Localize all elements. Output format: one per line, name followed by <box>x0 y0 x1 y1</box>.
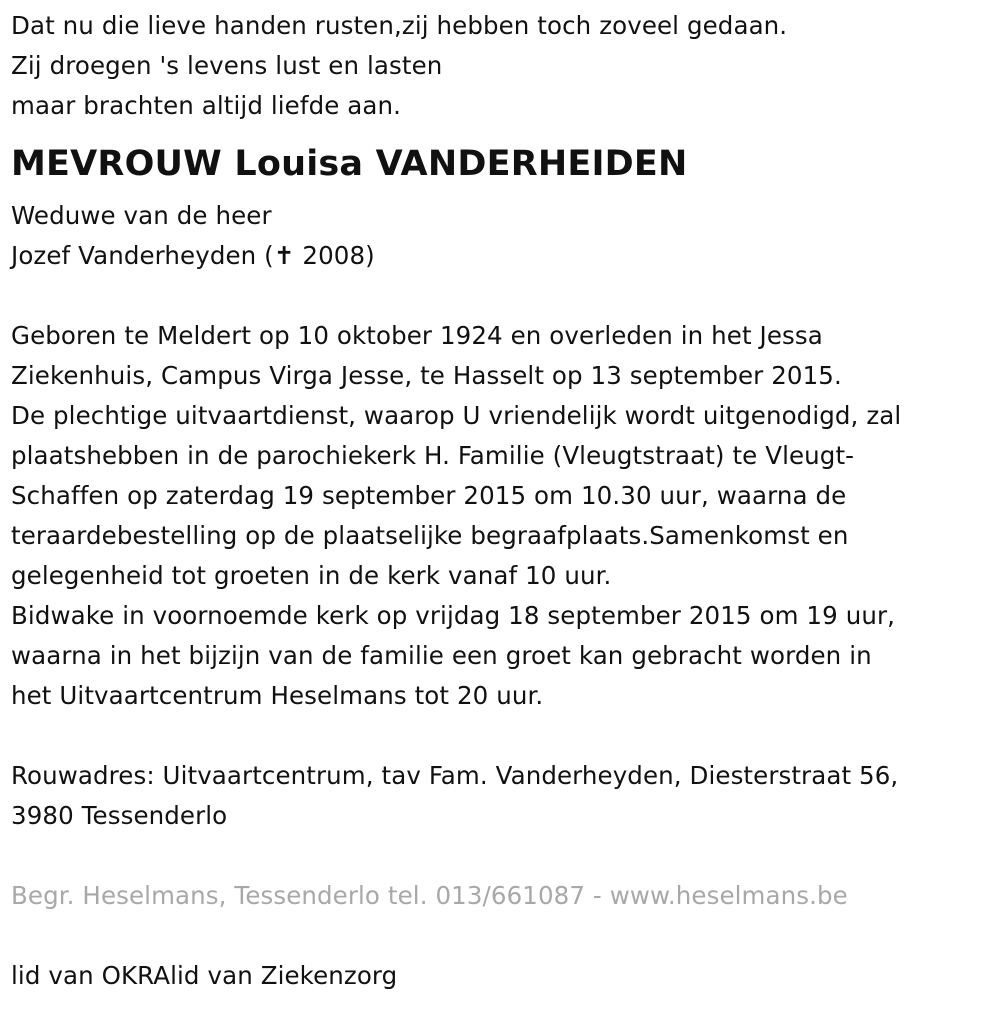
mourning-address-line-1: Rouwadres: Uitvaartcentrum, tav Fam. Vanderheyden, Diesterstraat 56, <box>11 761 899 790</box>
deceased-name: MEVROUW Louisa VANDERHEIDEN <box>11 144 688 184</box>
membership-info: lid van OKRAlid van Ziekenzorg <box>11 961 398 990</box>
deceased-relation: Weduwe van de heer <box>11 201 272 230</box>
poem-line-1: Dat nu die lieve handen rusten,zij hebben toch zoveel gedaan. <box>11 11 788 40</box>
cross-icon: ✝ <box>273 241 295 270</box>
spouse-line <box>11 236 991 276</box>
announcement-line: het Uitvaartcentrum Heselmans tot 20 uur. <box>11 681 544 710</box>
announcement-line: De plechtige uitvaartdienst, waarop U vriendelijk wordt uitgenodigd, zal <box>11 401 902 430</box>
announcement-line: waarna in het bijzijn van de familie een groet kan gebracht worden in <box>11 641 872 670</box>
announcement-line: gelegenheid tot groeten in de kerk vanaf 10 uur. <box>11 561 612 590</box>
announcement-line: plaatshebben in de parochiekerk H. Familie (Vleugtstraat) te Vleugt- <box>11 441 855 470</box>
spouse-open-paren: ( <box>264 241 274 270</box>
spouse-death-year: 2008) <box>302 241 375 270</box>
announcement-line: teraardebestelling op de plaatselijke begraafplaats.Samenkomst en <box>11 521 849 550</box>
poem-line-3: maar brachten altijd liefde aan. <box>11 91 402 120</box>
poem-line-2: Zij droegen 's levens lust en lasten <box>11 51 443 80</box>
spacer <box>11 916 991 956</box>
announcement-line: Geboren te Meldert op 10 oktober 1924 en overleden in het Jessa <box>11 321 823 350</box>
mourning-address-line-2: 3980 Tessenderlo <box>11 801 228 830</box>
undertaker-info: Begr. Heselmans, Tessenderlo tel. 013/661087 - www.heselmans.be <box>11 881 848 910</box>
spouse-name: Jozef Vanderheyden <box>11 241 257 270</box>
announcement-line: Ziekenhuis, Campus Virga Jesse, te Hasselt op 13 september 2015. <box>11 361 842 390</box>
spacer <box>11 276 991 316</box>
spacer <box>11 716 991 756</box>
announcement-line: Bidwake in voornoemde kerk op vrijdag 18 september 2015 om 19 uur, <box>11 601 896 630</box>
obituary-notice <box>11 6 991 996</box>
announcement-line: Schaffen op zaterdag 19 september 2015 om 10.30 uur, waarna de <box>11 481 847 510</box>
spacer <box>11 836 991 876</box>
